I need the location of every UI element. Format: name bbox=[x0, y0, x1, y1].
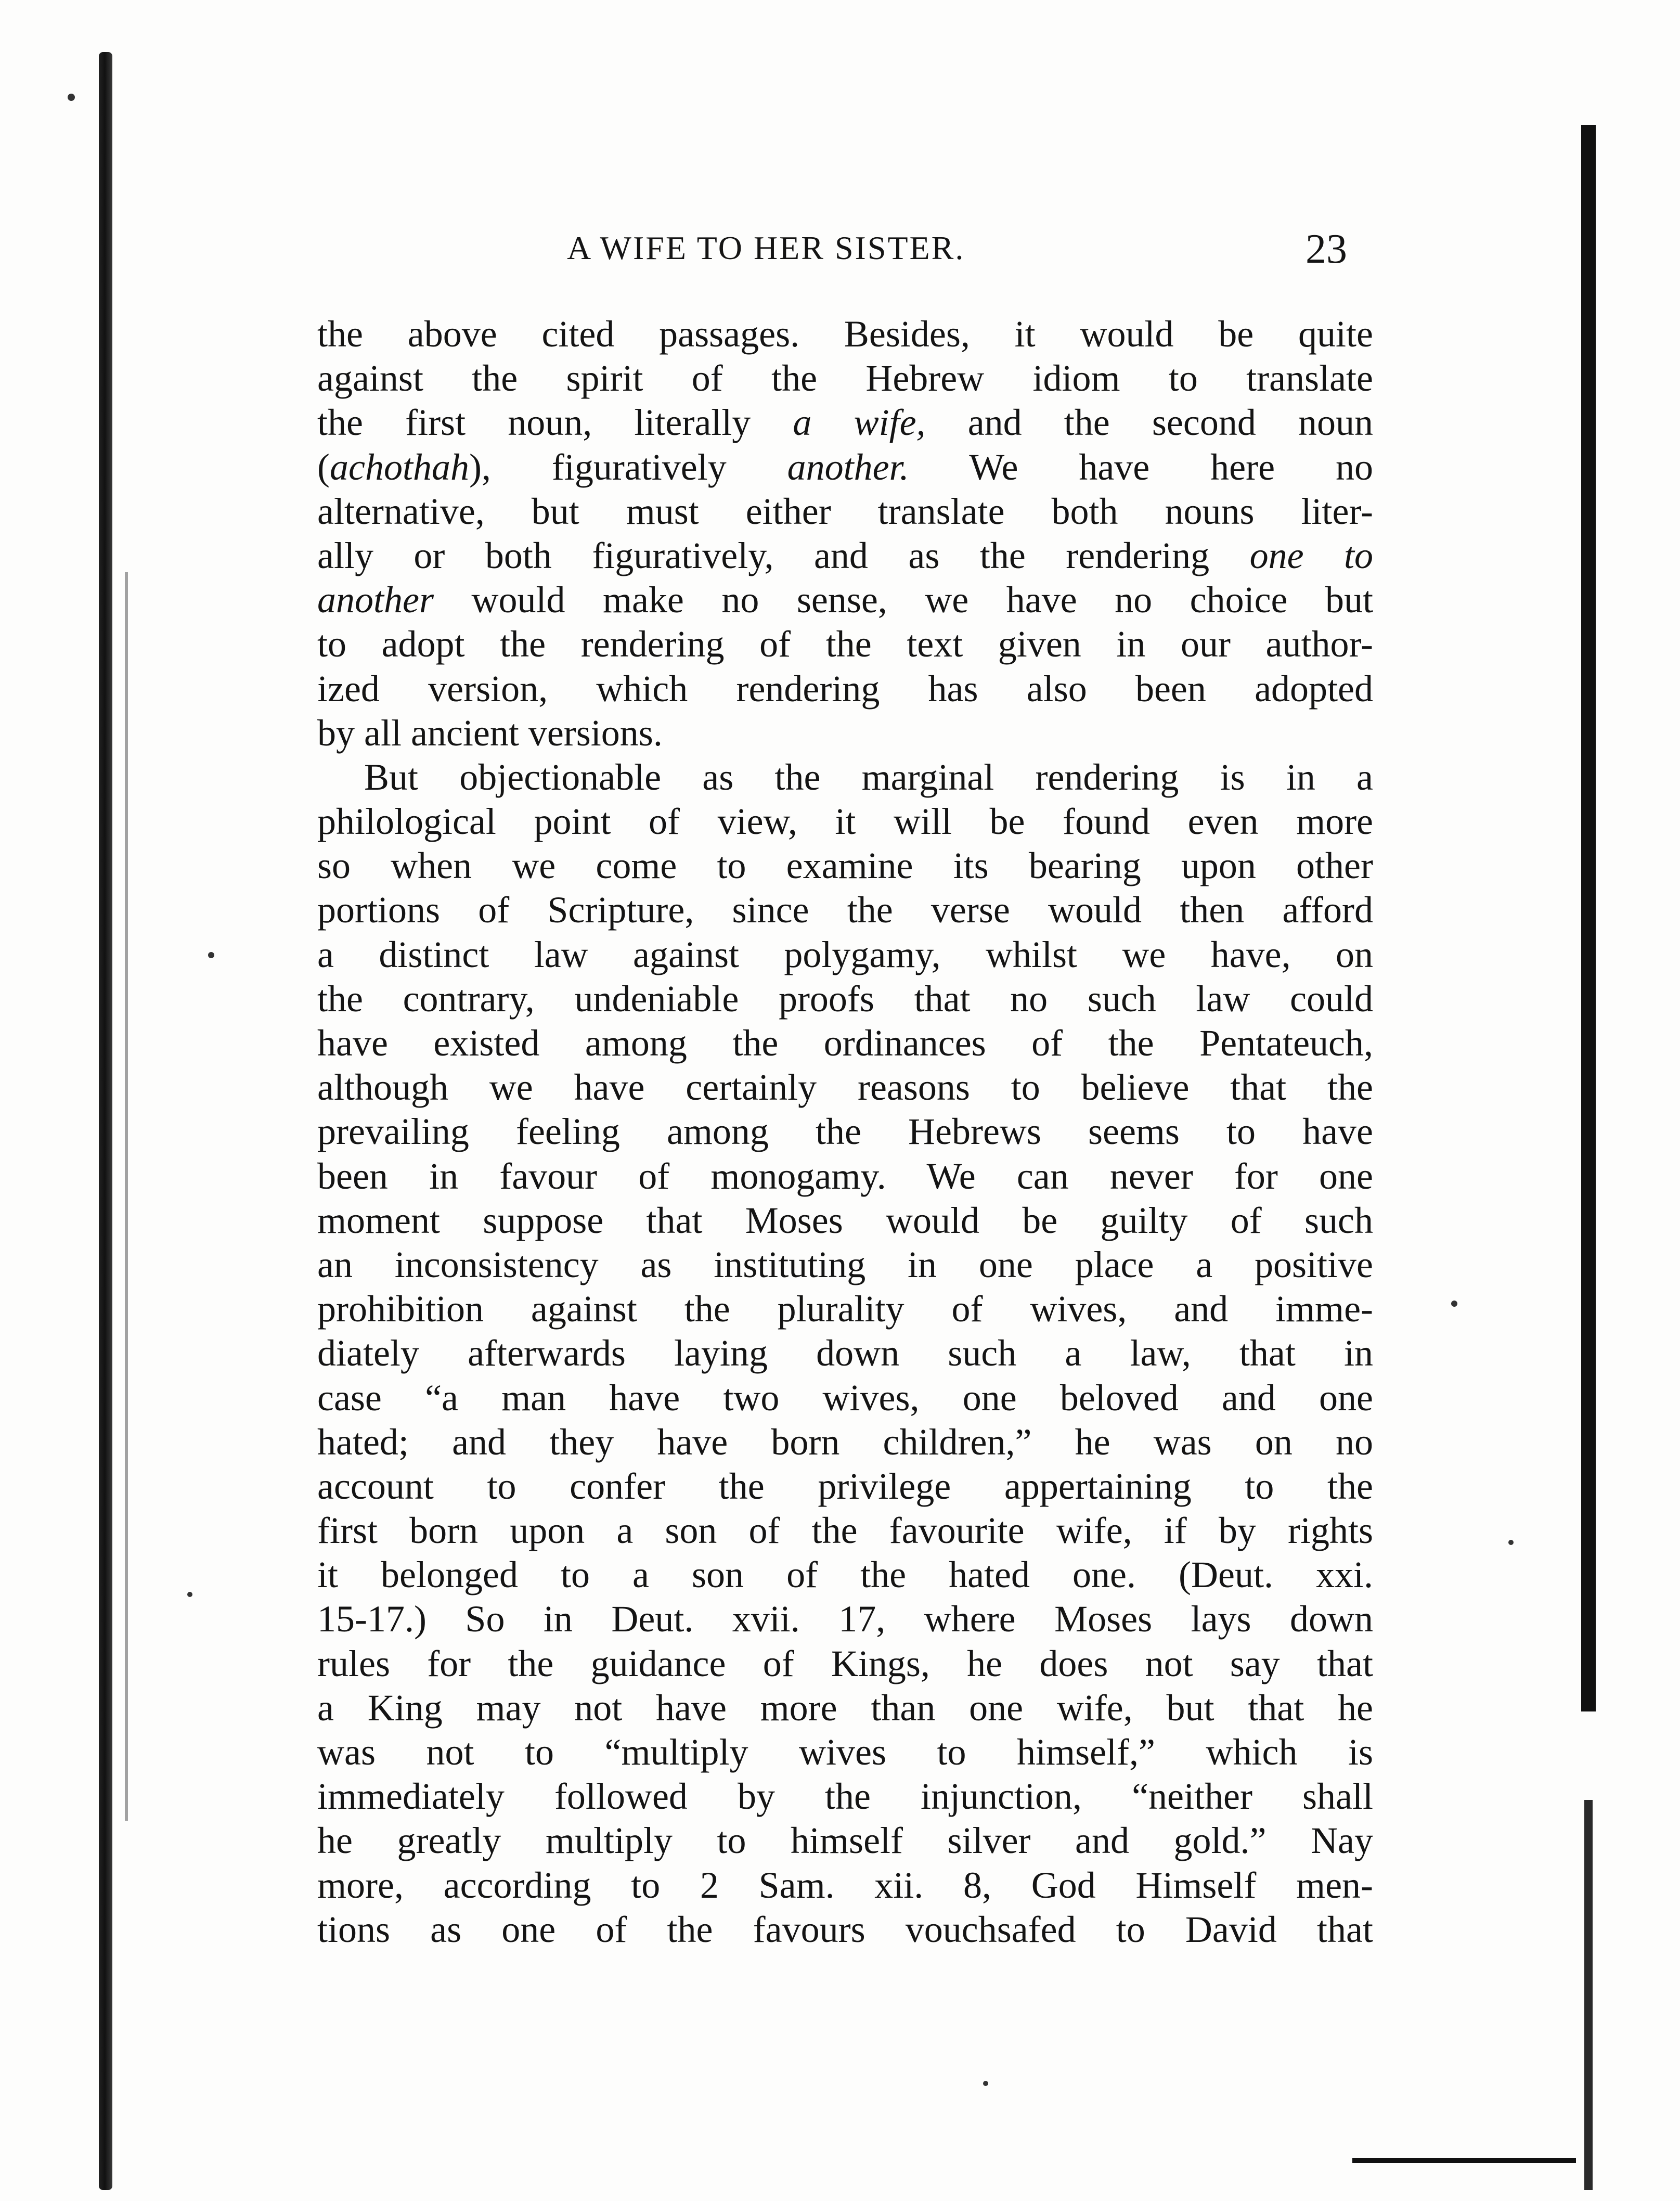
text-segment: prevailing feeling among the Hebrews seems to have bbox=[317, 1111, 1373, 1153]
text-segment: But objectionable as the marginal rendering is in a bbox=[364, 756, 1373, 798]
text-segment: ally or both figuratively, and as the rendering bbox=[317, 534, 1250, 576]
left-scan-edge bbox=[99, 52, 112, 2190]
text-line bbox=[317, 1863, 1373, 1908]
text-line bbox=[317, 1199, 1373, 1243]
text-segment: it belonged to a son of the hated one. (Deut. xxi. bbox=[317, 1554, 1373, 1596]
text-segment: have existed among the ordinances of the Pentateuch, bbox=[317, 1022, 1373, 1064]
italic-segment: another. bbox=[787, 446, 909, 488]
italic-segment: achothah bbox=[329, 446, 469, 488]
text-segment: a distinct law against polygamy, whilst we have, on bbox=[317, 933, 1373, 975]
text-segment: by all ancient versions. bbox=[317, 712, 663, 754]
text-segment: ized version, which rendering has also been adopted bbox=[317, 667, 1373, 710]
text-segment: more, according to 2 Sam. xii. 8, God Himself men- bbox=[317, 1864, 1373, 1906]
body-text bbox=[317, 312, 1373, 1952]
text-segment: the first noun, literally bbox=[317, 402, 793, 444]
text-segment: the above cited passages. Besides, it would be quite bbox=[317, 313, 1373, 355]
text-segment: rules for the guidance of Kings, he does not say that bbox=[317, 1642, 1373, 1684]
text-line bbox=[317, 1420, 1373, 1464]
text-segment: been in favour of monogamy. We can never for one bbox=[317, 1155, 1373, 1197]
text-segment: first born upon a son of the favourite wife, if by rights bbox=[317, 1510, 1373, 1552]
text-line bbox=[317, 933, 1373, 977]
scan-speck bbox=[1508, 1540, 1514, 1545]
page-header bbox=[567, 226, 1378, 281]
text-segment: ( bbox=[317, 446, 330, 488]
text-segment: although we have certainly reasons to believe that the bbox=[317, 1066, 1373, 1109]
text-segment: account to confer the privilege appertaining to the bbox=[317, 1465, 1373, 1507]
text-segment: he greatly multiply to himself silver and gold.” Nay bbox=[317, 1820, 1373, 1862]
text-line bbox=[317, 1331, 1373, 1375]
text-segment: ), figuratively bbox=[469, 446, 787, 488]
italic-segment: one to bbox=[1249, 534, 1373, 576]
text-line bbox=[317, 534, 1373, 578]
text-line bbox=[317, 711, 1373, 755]
text-line bbox=[317, 1553, 1373, 1597]
text-line bbox=[317, 1509, 1373, 1553]
scan-speck bbox=[1451, 1301, 1457, 1307]
text-line bbox=[317, 312, 1373, 356]
text-line bbox=[317, 1021, 1373, 1065]
scan-speck bbox=[187, 1592, 192, 1597]
text-line bbox=[317, 401, 1373, 445]
bottom-corner-mark bbox=[1352, 2158, 1576, 2163]
left-scan-shadow bbox=[125, 572, 128, 1821]
right-scan-edge bbox=[1581, 125, 1596, 1711]
text-segment: alternative, but must either translate both nouns liter- bbox=[317, 490, 1373, 532]
text-segment: 15-17.) So in Deut. xvii. 17, where Moses lays down bbox=[317, 1598, 1373, 1640]
text-line bbox=[317, 1597, 1373, 1641]
text-segment: moment suppose that Moses would be guilty of such bbox=[317, 1199, 1373, 1241]
text-segment: was not to “multiply wives to himself,” which is bbox=[317, 1731, 1373, 1773]
text-line bbox=[317, 356, 1373, 401]
text-segment: so when we come to examine its bearing upon other bbox=[317, 845, 1373, 887]
text-line bbox=[317, 1154, 1373, 1199]
text-segment: and the second noun bbox=[925, 402, 1373, 444]
page-number: 23 bbox=[1306, 226, 1347, 272]
text-segment: case “a man have two wives, one beloved and one bbox=[317, 1376, 1373, 1419]
text-segment: prohibition against the plurality of wives, and imme- bbox=[317, 1288, 1373, 1330]
text-segment: tions as one of the favours vouchsafed to David that bbox=[317, 1908, 1373, 1950]
italic-segment: a wife, bbox=[793, 402, 926, 444]
text-line bbox=[317, 1642, 1373, 1686]
italic-segment: another bbox=[317, 579, 434, 621]
text-line bbox=[317, 755, 1373, 800]
text-segment: immediately followed by the injunction, “neither shall bbox=[317, 1775, 1373, 1818]
right-scan-edge-lower bbox=[1584, 1800, 1593, 2190]
text-segment: diately afterwards laying down such a law, that in bbox=[317, 1332, 1373, 1374]
text-segment: the contrary, undeniable proofs that no such law could bbox=[317, 977, 1373, 1020]
text-segment: against the spirit of the Hebrew idiom to translate bbox=[317, 357, 1373, 400]
text-line bbox=[317, 1774, 1373, 1819]
scan-speck bbox=[68, 94, 75, 101]
text-line bbox=[317, 1908, 1373, 1952]
text-segment: would make no sense, we have no choice but bbox=[433, 579, 1373, 621]
text-segment: We have here no bbox=[909, 446, 1373, 488]
text-segment: a King may not have more than one wife, but that he bbox=[317, 1687, 1373, 1729]
text-segment: hated; and they have born children,” he was on no bbox=[317, 1421, 1373, 1463]
text-segment: an inconsistency as instituting in one place a positive bbox=[317, 1243, 1373, 1285]
scan-speck bbox=[208, 952, 214, 958]
scan-speck bbox=[983, 2081, 988, 2086]
text-line bbox=[317, 1376, 1373, 1420]
text-line bbox=[317, 1686, 1373, 1730]
text-line bbox=[317, 1287, 1373, 1331]
text-line bbox=[317, 622, 1373, 666]
text-line bbox=[317, 1464, 1373, 1509]
text-line bbox=[317, 578, 1373, 622]
text-line bbox=[317, 844, 1373, 888]
text-segment: philological point of view, it will be found even more bbox=[317, 801, 1373, 843]
text-segment: to adopt the rendering of the text given in our author- bbox=[317, 623, 1373, 665]
text-line bbox=[317, 1730, 1373, 1774]
text-segment: portions of Scripture, since the verse would then afford bbox=[317, 889, 1373, 931]
text-line bbox=[317, 1110, 1373, 1154]
running-head: A WIFE TO HER SISTER. bbox=[567, 229, 965, 266]
text-line bbox=[317, 667, 1373, 711]
text-line bbox=[317, 800, 1373, 844]
text-line bbox=[317, 1065, 1373, 1110]
text-line bbox=[317, 490, 1373, 534]
text-line bbox=[317, 1819, 1373, 1863]
text-line bbox=[317, 445, 1373, 490]
text-line bbox=[317, 888, 1373, 932]
text-line bbox=[317, 977, 1373, 1021]
text-line bbox=[317, 1243, 1373, 1287]
